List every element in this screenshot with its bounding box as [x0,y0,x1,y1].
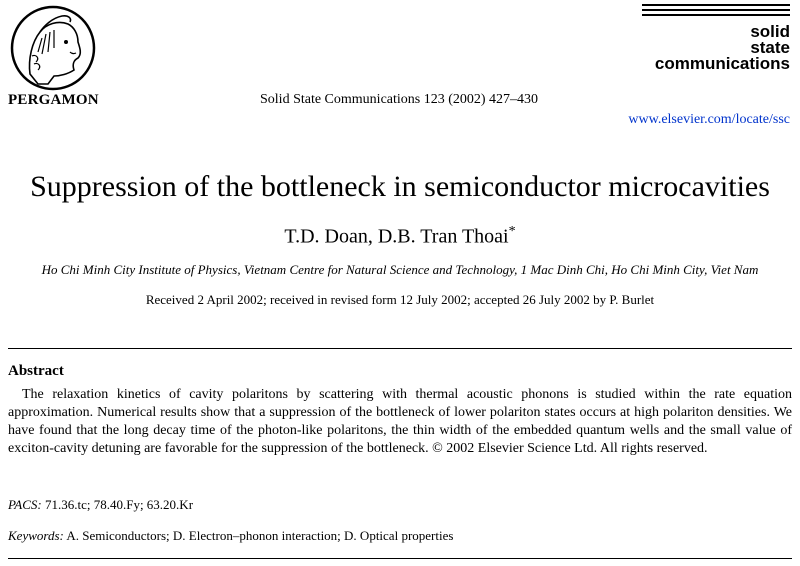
bottom-divider [8,558,792,559]
article-authors [0,224,800,249]
journal-name-line: state [750,38,790,57]
author-names: T.D. Doan, D.B. Tran Thoai [284,225,509,248]
pacs-value: 71.36.tc; 78.40.Fy; 63.20.Kr [44,497,194,512]
article-title: Suppression of the bottleneck in semiconductor microcavities [30,170,770,203]
top-divider [8,348,792,349]
journal-name-line: solid [750,22,790,41]
journal-decor-line [642,14,790,16]
journal-name-line: communications [654,54,790,73]
journal-decor-line [642,9,790,11]
pergamon-logo [8,4,98,92]
abstract-heading: Abstract [8,363,64,379]
corresponding-author-mark[interactable]: * [508,224,516,239]
pacs-line [8,497,193,513]
journal-name [655,24,790,72]
keywords-line [8,528,453,544]
publisher-name: PERGAMON [8,92,99,108]
abstract-text: The relaxation kinetics of cavity polaritons by scattering with thermal acoustic phonons is studied within the rate equation approximation. Numerical results show that a suppression of the bottleneck of lower polariton states occurs at high polariton densities. We have found that the long decay time of the photon-like polaritons, the thin width of the embedded quantum wells and the small value of exciton-cavity detuning are favorable for the suppression of the bottleneck. © 2002 Elsevier Science Ltd. All rights reserved. [8,387,792,456]
author-affiliation: Ho Chi Minh City Institute of Physics, Vietnam Centre for Natural Science and Technology, 1 Mac Dinh Chi, Ho Chi Minh City, Viet Nam [41,262,759,277]
pacs-label: PACS: [8,497,42,512]
keywords-value: A. Semiconductors; D. Electron–phonon interaction; D. Optical properties [66,528,454,543]
received-dates: Received 2 April 2002; received in revised form 12 July 2002; accepted 26 July 2002 by P. Burlet [145,292,655,307]
journal-citation: Solid State Communications 123 (2002) 427–430 [260,92,539,107]
journal-decor-line [642,4,790,6]
keywords-label: Keywords: [8,528,64,543]
journal-url-link[interactable]: www.elsevier.com/locate/ssc [628,112,790,127]
